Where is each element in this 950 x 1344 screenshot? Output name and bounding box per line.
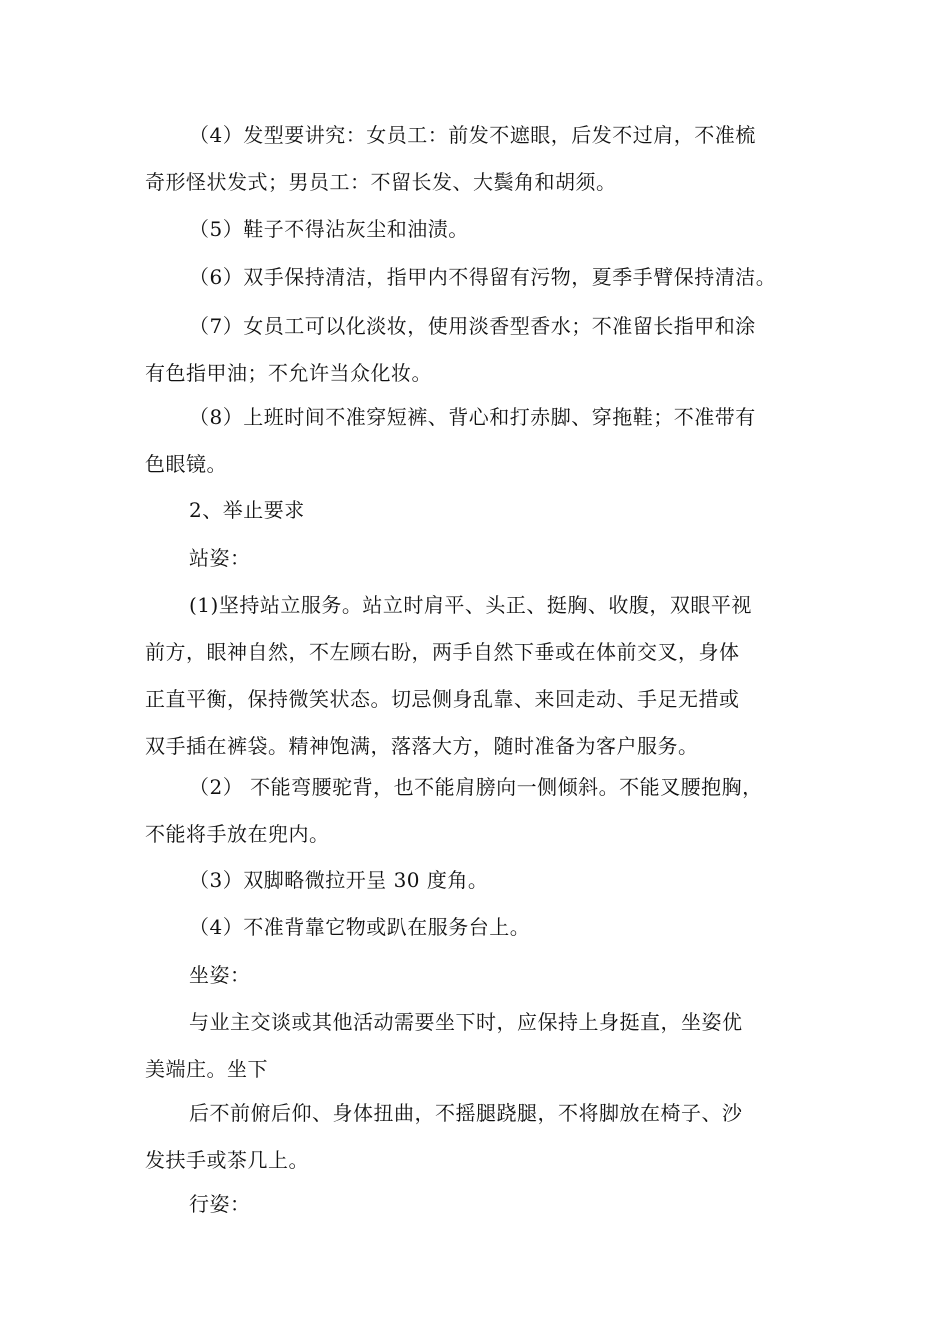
text-line: 有色指甲油；不允许当众化妆。	[145, 361, 432, 385]
paragraph-sitting-2	[145, 1090, 825, 1184]
text-line: （4）不准背靠它物或趴在服务台上。	[189, 915, 531, 939]
text-line: （6）双手保持清洁，指甲内不得留有污物，夏季手臂保持清洁。	[189, 265, 777, 289]
text-line: （4）发型要讲究：女员工：前发不遮眼，后发不过肩，不准梳	[189, 123, 756, 147]
text-line: 站姿：	[189, 546, 251, 570]
subheading-sitting	[145, 952, 825, 999]
paragraph-attire	[145, 394, 825, 488]
text-line: 色眼镜。	[145, 452, 227, 476]
text-line: （7）女员工可以化淡妆，使用淡香型香水；不准留长指甲和涂	[189, 314, 756, 338]
text-line: 前方，眼神自然，不左顾右盼，两手自然下垂或在体前交叉，身体	[145, 640, 740, 664]
paragraph-sitting-1	[145, 999, 825, 1093]
paragraph-standing-2	[145, 764, 825, 858]
paragraph-standing-3	[145, 857, 825, 904]
text-line: 坐姿：	[189, 963, 251, 987]
text-line: 2、举止要求	[189, 498, 305, 522]
text-line: 后不前俯后仰、身体扭曲，不摇腿跷腿，不将脚放在椅子、沙	[189, 1101, 743, 1125]
paragraph-makeup	[145, 303, 825, 397]
subheading-walking	[145, 1181, 825, 1228]
text-line: 正直平衡，保持微笑状态。切忌侧身乱靠、来回走动、手足无措或	[145, 687, 740, 711]
text-line: 发扶手或茶几上。	[145, 1148, 309, 1172]
paragraph-standing-1	[145, 582, 825, 770]
paragraph-standing-4	[145, 904, 825, 951]
text-line: （8）上班时间不准穿短裤、背心和打赤脚、穿拖鞋；不准带有	[189, 405, 756, 429]
subheading-standing	[145, 535, 825, 582]
section-heading-behavior	[145, 487, 825, 534]
text-line: 与业主交谈或其他活动需要坐下时，应保持上身挺直，坐姿优	[189, 1010, 743, 1034]
paragraph-shoes	[145, 206, 825, 253]
text-line: 双手插在裤袋。精神饱满，落落大方，随时准备为客户服务。	[145, 734, 699, 758]
text-line: (1)坚持站立服务。站立时肩平、头正、挺胸、收腹，双眼平视	[189, 593, 752, 617]
paragraph-hairstyle	[145, 112, 825, 206]
text-line: 行姿：	[189, 1192, 251, 1216]
paragraph-hands	[145, 254, 825, 301]
text-line: （3）双脚略微拉开呈 30 度角。	[189, 868, 489, 892]
text-line: 美端庄。坐下	[145, 1057, 268, 1081]
text-line: （2） 不能弯腰驼背，也不能肩膀向一侧倾斜。不能叉腰抱胸，	[189, 775, 763, 799]
text-line: 不能将手放在兜内。	[145, 822, 330, 846]
text-line: （5）鞋子不得沾灰尘和油渍。	[189, 217, 469, 241]
text-line: 奇形怪状发式；男员工：不留长发、大鬓角和胡须。	[145, 170, 617, 194]
